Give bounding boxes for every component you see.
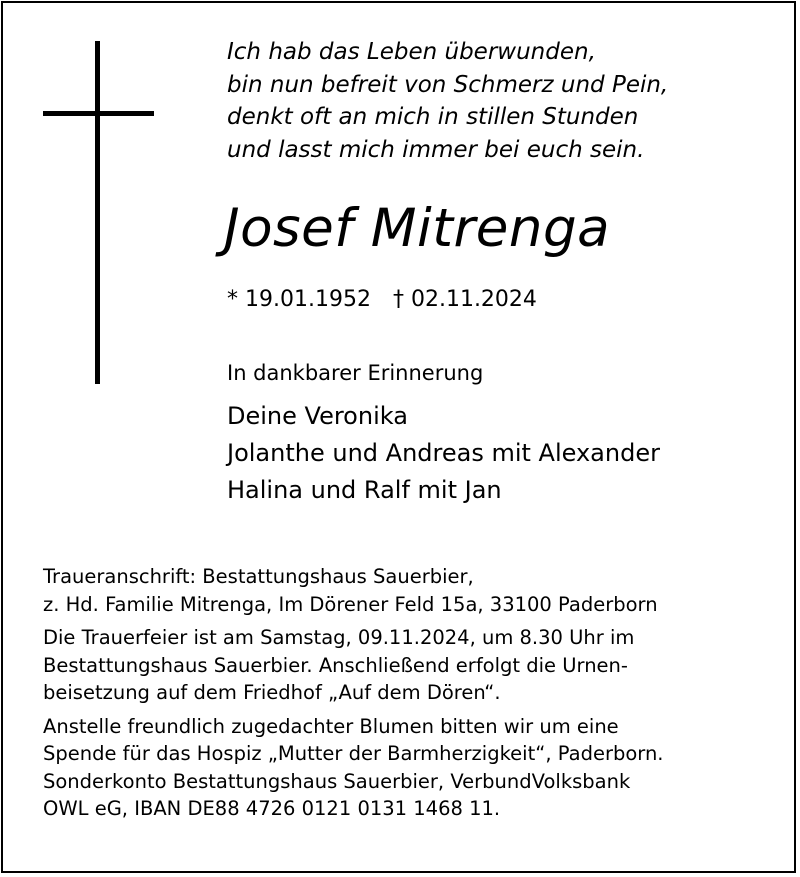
death-date: † 02.11.2024 [392, 287, 537, 312]
mourning-address [43, 563, 788, 618]
birth-date: * 19.01.1952 [227, 287, 371, 312]
poem-line: bin nun befreit von Schmerz und Pein, [227, 71, 669, 98]
family-member: Halina und Ralf mit Jan [227, 476, 502, 504]
address-line: Traueranschrift: Bestattungshaus Sauerbier, [43, 565, 474, 588]
ceremony-line: Bestattungshaus Sauerbier. Anschließend erfolgt die Urnen- [43, 653, 628, 677]
poem [227, 36, 767, 166]
notice-details [43, 563, 788, 823]
donation-info [43, 713, 788, 823]
donation-line: Anstelle freundlich zugedachter Blumen bitten wir um eine [43, 714, 619, 738]
family-member: Deine Veronika [227, 402, 408, 430]
address-line: z. Hd. Familie Mitrenga, Im Dörener Feld 15a, 33100 Paderborn [43, 592, 658, 616]
family-member: Jolanthe und Andreas mit Alexander [227, 439, 660, 467]
ceremony-line: Die Trauerfeier ist am Samstag, 09.11.2024, um 8.30 Uhr im [43, 626, 635, 649]
poem-line: und lasst mich immer bei euch sein. [227, 136, 645, 163]
ceremony-line: beisetzung auf dem Friedhof „Auf dem Dören“. [43, 681, 501, 704]
donation-line: Sonderkonto Bestattungshaus Sauerbier, VerbundVolksbank [43, 769, 631, 793]
cross-icon [95, 41, 100, 384]
remembrance-text: In dankbarer Erinnerung [227, 361, 484, 385]
poem-line: Ich hab das Leben überwunden, [227, 39, 596, 65]
deceased-name: Josef Mitrenga [224, 198, 611, 259]
cross-icon-bar [43, 111, 154, 116]
life-dates [227, 284, 537, 316]
ceremony-info [43, 624, 788, 707]
donation-line: Spende für das Hospiz „Mutter der Barmherzigkeit“, Paderborn. [43, 742, 664, 765]
donation-line: OWL eG, IBAN DE88 4726 0121 0131 1468 11. [43, 797, 501, 820]
family-list [227, 398, 660, 509]
poem-line: denkt oft an mich in stillen Stunden [227, 104, 639, 130]
